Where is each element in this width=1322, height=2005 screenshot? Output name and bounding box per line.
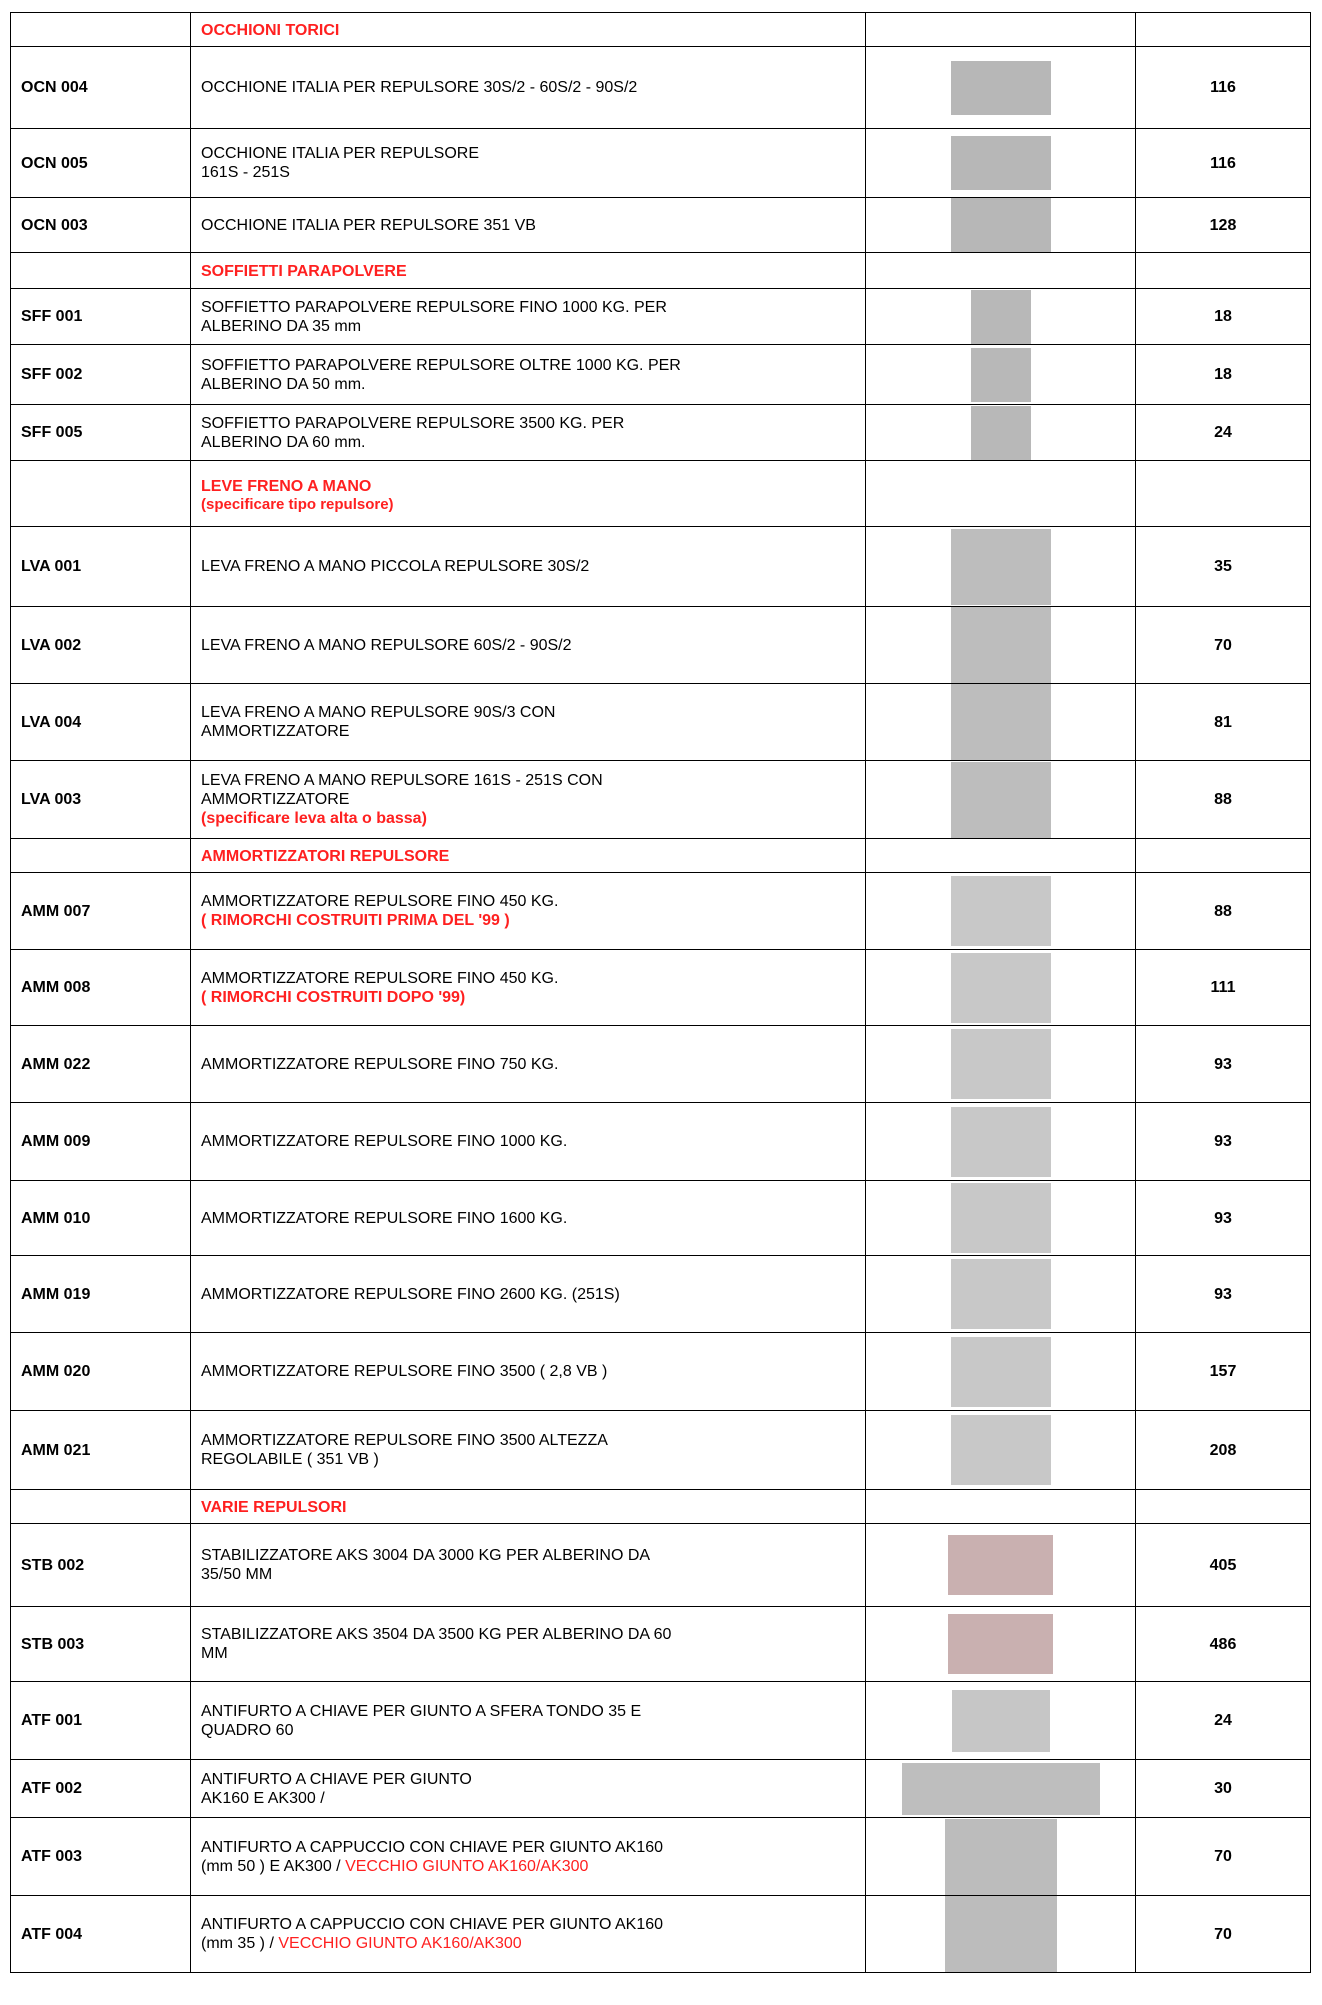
- description-text: STABILIZZATORE AKS 3004 DA 3000 KG PER ALBERINO DA: [201, 1547, 651, 1564]
- towing-eye-photo: [951, 136, 1051, 190]
- product-description: [191, 405, 866, 461]
- section-title: AMMORTIZZATORI REPULSORE: [201, 848, 450, 865]
- description-text: ALBERINO DA 50 mm.: [201, 375, 366, 393]
- description-red-note: VECCHIO GIUNTO AK160/AK300: [345, 1857, 589, 1875]
- product-photo-cell: [866, 1333, 1136, 1411]
- product-description: [191, 1333, 866, 1411]
- key-lock-photo: [952, 1690, 1050, 1752]
- product-description: [191, 1026, 866, 1103]
- description-line: [201, 414, 855, 433]
- product-row: [11, 345, 1311, 405]
- product-price: 70: [1136, 607, 1311, 684]
- section-title: OCCHIONI TORICI: [201, 22, 340, 39]
- product-description: [191, 1524, 866, 1607]
- description-line: [201, 144, 855, 163]
- padlock-bar-photo: [902, 1763, 1100, 1815]
- hitch-cap-lock-photo: [945, 1896, 1057, 1972]
- description-text: AK160 E AK300 /: [201, 1789, 325, 1807]
- description-text: AMMORTIZZATORE REPULSORE FINO 3500 ( 2,8 VB ): [201, 1363, 608, 1380]
- product-photo-cell: [866, 1411, 1136, 1490]
- product-description: [191, 289, 866, 345]
- product-code: SFF 002: [11, 345, 191, 405]
- description-line: [201, 1055, 855, 1074]
- product-description: [191, 1818, 866, 1896]
- handbrake-lever-photo: [951, 607, 1051, 683]
- product-code: LVA 004: [11, 684, 191, 761]
- description-text: AMMORTIZZATORE REPULSORE FINO 450 KG.: [201, 969, 559, 987]
- product-price: 208: [1136, 1411, 1311, 1490]
- product-code: SFF 001: [11, 289, 191, 345]
- product-row: [11, 289, 1311, 345]
- product-code: SFF 005: [11, 405, 191, 461]
- damper-photo: [951, 1337, 1051, 1407]
- description-red-note: VECCHIO GIUNTO AK160/AK300: [278, 1935, 522, 1952]
- description-line: [201, 317, 855, 336]
- description-line: [201, 1838, 855, 1857]
- description-line: [201, 1209, 855, 1228]
- damper-photo: [951, 1259, 1051, 1329]
- description-note: ( RIMORCHI COSTRUITI PRIMA DEL '99 ): [201, 912, 510, 929]
- description-line: [201, 375, 855, 394]
- dust-bellows-photo: [971, 348, 1031, 402]
- description-line: [201, 703, 855, 722]
- section-title-cell: [191, 13, 866, 47]
- product-row: [11, 527, 1311, 607]
- product-row: [11, 405, 1311, 461]
- product-photo-cell: [866, 345, 1136, 405]
- product-photo-cell: [866, 1760, 1136, 1818]
- description-line: [201, 1770, 855, 1789]
- hitch-cap-lock-photo: [945, 1819, 1057, 1895]
- product-price: 157: [1136, 1333, 1311, 1411]
- description-line: [201, 557, 855, 576]
- description-line: [201, 1789, 855, 1808]
- product-code: AMM 019: [11, 1256, 191, 1333]
- section-title-cell: [191, 253, 866, 289]
- product-code: AMM 009: [11, 1103, 191, 1181]
- product-price: 18: [1136, 345, 1311, 405]
- product-photo-cell: [866, 1181, 1136, 1256]
- product-code: AMM 022: [11, 1026, 191, 1103]
- description-line: [201, 1285, 855, 1304]
- product-code: AMM 020: [11, 1333, 191, 1411]
- section-header-row: [11, 253, 1311, 289]
- product-description: [191, 1760, 866, 1818]
- product-code: OCN 003: [11, 198, 191, 253]
- product-row: [11, 1682, 1311, 1760]
- product-row: [11, 873, 1311, 950]
- description-text: LEVA FRENO A MANO REPULSORE 60S/2 - 90S/2: [201, 636, 572, 654]
- product-row: [11, 1026, 1311, 1103]
- product-price: 128: [1136, 198, 1311, 253]
- description-line: [201, 1644, 855, 1663]
- product-description: [191, 1411, 866, 1490]
- product-code: AMM 021: [11, 1411, 191, 1490]
- empty-cell: [1136, 1490, 1311, 1524]
- empty-cell: [11, 13, 191, 47]
- product-price: 486: [1136, 1607, 1311, 1682]
- description-line: [201, 1565, 855, 1584]
- dust-bellows-photo: [971, 290, 1031, 344]
- product-row: [11, 1607, 1311, 1682]
- description-line: [201, 1721, 855, 1740]
- product-photo-cell: [866, 1103, 1136, 1181]
- description-text: ALBERINO DA 35 mm: [201, 317, 362, 335]
- section-header-row: [11, 839, 1311, 873]
- product-row: [11, 1818, 1311, 1896]
- product-photo-cell: [866, 198, 1136, 253]
- stabilizer-photo: [948, 1614, 1053, 1674]
- description-note: (specificare leva alta o bassa): [201, 810, 427, 827]
- product-description: [191, 1256, 866, 1333]
- product-row: [11, 950, 1311, 1026]
- empty-cell: [866, 13, 1136, 47]
- product-description: [191, 607, 866, 684]
- product-row: [11, 684, 1311, 761]
- empty-cell: [866, 839, 1136, 873]
- section-header-row: [11, 461, 1311, 527]
- description-text: AMMORTIZZATORE: [201, 791, 350, 808]
- description-line: [201, 790, 855, 809]
- product-photo-cell: [866, 289, 1136, 345]
- description-line: [201, 216, 855, 235]
- section-header-row: [11, 1490, 1311, 1524]
- product-price: 24: [1136, 405, 1311, 461]
- product-code: LVA 003: [11, 761, 191, 839]
- description-text: AMMORTIZZATORE REPULSORE FINO 1000 KG.: [201, 1133, 568, 1150]
- description-line: [201, 771, 855, 790]
- product-price: 18: [1136, 289, 1311, 345]
- empty-cell: [1136, 461, 1311, 527]
- towing-eye-photo: [951, 198, 1051, 252]
- stabilizer-photo: [948, 1535, 1053, 1595]
- product-description: [191, 527, 866, 607]
- description-note: ( RIMORCHI COSTRUITI DOPO '99): [201, 988, 466, 1006]
- product-row: [11, 1103, 1311, 1181]
- product-price: 24: [1136, 1682, 1311, 1760]
- description-line: [201, 1431, 855, 1450]
- description-text: LEVA FRENO A MANO REPULSORE 90S/3 CON: [201, 704, 556, 721]
- product-description: [191, 345, 866, 405]
- handbrake-lever-photo: [951, 684, 1051, 760]
- description-text: SOFFIETTO PARAPOLVERE REPULSORE OLTRE 1000 KG. PER: [201, 356, 681, 374]
- damper-photo: [951, 1029, 1051, 1099]
- product-code: AMM 010: [11, 1181, 191, 1256]
- product-photo-cell: [866, 47, 1136, 129]
- product-description: [191, 950, 866, 1026]
- section-title: SOFFIETTI PARAPOLVERE: [201, 263, 407, 280]
- description-line: [201, 78, 855, 97]
- product-photo-cell: [866, 129, 1136, 198]
- empty-cell: [1136, 839, 1311, 873]
- product-description: [191, 1181, 866, 1256]
- description-line: [201, 1934, 855, 1953]
- product-row: [11, 1411, 1311, 1490]
- product-code: ATF 002: [11, 1760, 191, 1818]
- product-photo-cell: [866, 761, 1136, 839]
- description-line: [201, 1362, 855, 1381]
- section-title-cell: [191, 461, 866, 527]
- product-price: 93: [1136, 1103, 1311, 1181]
- product-description: [191, 129, 866, 198]
- product-photo-cell: [866, 607, 1136, 684]
- description-text: AMMORTIZZATORE REPULSORE FINO 3500 ALTEZZA: [201, 1432, 608, 1449]
- empty-cell: [866, 253, 1136, 289]
- product-code: LVA 002: [11, 607, 191, 684]
- product-price: 93: [1136, 1026, 1311, 1103]
- product-code: ATF 001: [11, 1682, 191, 1760]
- product-photo-cell: [866, 1524, 1136, 1607]
- damper-photo: [951, 1183, 1051, 1253]
- product-description: [191, 684, 866, 761]
- description-text: OCCHIONE ITALIA PER REPULSORE 30S/2 - 60S/2 - 90S/2: [201, 79, 638, 96]
- product-description: [191, 47, 866, 129]
- empty-cell: [866, 1490, 1136, 1524]
- description-line: [201, 1625, 855, 1644]
- product-description: [191, 873, 866, 950]
- product-price: 70: [1136, 1896, 1311, 1973]
- product-row: [11, 1181, 1311, 1256]
- product-price: 30: [1136, 1760, 1311, 1818]
- product-photo-cell: [866, 1256, 1136, 1333]
- description-text: 161S - 251S: [201, 164, 290, 181]
- price-list-table: [10, 12, 1311, 1973]
- description-text: OCCHIONE ITALIA PER REPULSORE: [201, 145, 479, 162]
- product-code: OCN 004: [11, 47, 191, 129]
- product-photo-cell: [866, 873, 1136, 950]
- description-text: QUADRO 60: [201, 1721, 294, 1739]
- empty-cell: [866, 461, 1136, 527]
- product-price: 35: [1136, 527, 1311, 607]
- product-price: 81: [1136, 684, 1311, 761]
- product-row: [11, 1524, 1311, 1607]
- product-row: [11, 1896, 1311, 1973]
- description-text: AMMORTIZZATORE REPULSORE FINO 2600 KG. (251S): [201, 1285, 620, 1303]
- description-text: ANTIFURTO A CAPPUCCIO CON CHIAVE PER GIUNTO AK160: [201, 1838, 664, 1856]
- description-text: (mm 50 ) E AK300 /: [201, 1857, 346, 1875]
- product-row: [11, 607, 1311, 684]
- product-photo-cell: [866, 1607, 1136, 1682]
- product-photo-cell: [866, 1818, 1136, 1896]
- product-row: [11, 1256, 1311, 1333]
- product-price: 111: [1136, 950, 1311, 1026]
- description-line: [201, 1915, 855, 1934]
- description-line: [201, 1702, 855, 1721]
- description-line: [201, 1132, 855, 1151]
- product-price: 88: [1136, 873, 1311, 950]
- product-code: LVA 001: [11, 527, 191, 607]
- description-line: [201, 969, 855, 988]
- description-text: ALBERINO DA 60 mm.: [201, 433, 366, 451]
- product-row: [11, 1760, 1311, 1818]
- description-line: [201, 1857, 855, 1876]
- product-code: OCN 005: [11, 129, 191, 198]
- description-line: [201, 636, 855, 655]
- empty-cell: [11, 1490, 191, 1524]
- damper-photo: [951, 1415, 1051, 1485]
- product-photo-cell: [866, 1026, 1136, 1103]
- damper-photo: [951, 876, 1051, 946]
- towing-eye-photo: [951, 61, 1051, 115]
- description-text: ANTIFURTO A CHIAVE PER GIUNTO: [201, 1770, 472, 1788]
- section-header-row: [11, 13, 1311, 47]
- product-code: ATF 004: [11, 1896, 191, 1973]
- description-text: AMMORTIZZATORE REPULSORE FINO 750 KG.: [201, 1055, 559, 1073]
- description-line: [201, 298, 855, 317]
- description-line: [201, 356, 855, 375]
- product-price: 88: [1136, 761, 1311, 839]
- empty-cell: [1136, 13, 1311, 47]
- product-description: [191, 1682, 866, 1760]
- empty-cell: [11, 461, 191, 527]
- handbrake-lever-photo: [951, 762, 1051, 838]
- description-text: STABILIZZATORE AKS 3504 DA 3500 KG PER ALBERINO DA 60: [201, 1626, 672, 1643]
- description-line: [201, 163, 855, 182]
- product-photo-cell: [866, 1682, 1136, 1760]
- description-text: LEVA FRENO A MANO REPULSORE 161S - 251S CON: [201, 772, 603, 789]
- product-description: [191, 198, 866, 253]
- section-title-cell: [191, 1490, 866, 1524]
- product-row: [11, 1333, 1311, 1411]
- product-description: [191, 1103, 866, 1181]
- product-description: [191, 1896, 866, 1973]
- damper-photo: [951, 1107, 1051, 1177]
- description-text: AMMORTIZZATORE: [201, 723, 350, 740]
- description-text: LEVA FRENO A MANO PICCOLA REPULSORE 30S/2: [201, 558, 590, 575]
- product-price: 93: [1136, 1181, 1311, 1256]
- product-photo-cell: [866, 1896, 1136, 1973]
- product-description: [191, 1607, 866, 1682]
- description-text: AMMORTIZZATORE REPULSORE FINO 1600 KG.: [201, 1209, 568, 1227]
- description-text: REGOLABILE ( 351 VB ): [201, 1451, 379, 1468]
- description-text: ANTIFURTO A CHIAVE PER GIUNTO A SFERA TONDO 35 E: [201, 1702, 642, 1720]
- description-text: ANTIFURTO A CAPPUCCIO CON CHIAVE PER GIUNTO AK160: [201, 1916, 664, 1933]
- product-price: 116: [1136, 129, 1311, 198]
- product-code: STB 003: [11, 1607, 191, 1682]
- description-text: 35/50 MM: [201, 1566, 273, 1583]
- description-line: [201, 1450, 855, 1469]
- product-code: ATF 003: [11, 1818, 191, 1896]
- product-row: [11, 761, 1311, 839]
- product-description: [191, 761, 866, 839]
- product-price: 116: [1136, 47, 1311, 129]
- section-subtitle: (specificare tipo repulsore): [201, 495, 394, 513]
- description-text: AMMORTIZZATORE REPULSORE FINO 450 KG.: [201, 893, 559, 910]
- description-line: [201, 1546, 855, 1565]
- description-text: OCCHIONE ITALIA PER REPULSORE 351 VB: [201, 216, 536, 234]
- empty-cell: [1136, 253, 1311, 289]
- product-photo-cell: [866, 405, 1136, 461]
- product-code: STB 002: [11, 1524, 191, 1607]
- description-text: SOFFIETTO PARAPOLVERE REPULSORE 3500 KG. PER: [201, 414, 625, 432]
- product-code: AMM 007: [11, 873, 191, 950]
- damper-photo: [951, 953, 1051, 1023]
- product-photo-cell: [866, 950, 1136, 1026]
- empty-cell: [11, 253, 191, 289]
- description-text: MM: [201, 1645, 228, 1662]
- product-photo-cell: [866, 527, 1136, 607]
- section-title-cell: [191, 839, 866, 873]
- product-photo-cell: [866, 684, 1136, 761]
- description-line: [201, 892, 855, 911]
- product-price: 70: [1136, 1818, 1311, 1896]
- description-text: (mm 35 ) /: [201, 1935, 279, 1952]
- section-title: VARIE REPULSORI: [201, 1499, 347, 1516]
- product-row: [11, 47, 1311, 129]
- empty-cell: [11, 839, 191, 873]
- description-line: [201, 722, 855, 741]
- description-text: SOFFIETTO PARAPOLVERE REPULSORE FINO 1000 KG. PER: [201, 298, 667, 316]
- product-row: [11, 198, 1311, 253]
- product-price: 405: [1136, 1524, 1311, 1607]
- section-title: LEVE FRENO A MANO: [201, 477, 372, 495]
- product-price: 93: [1136, 1256, 1311, 1333]
- product-code: AMM 008: [11, 950, 191, 1026]
- handbrake-lever-photo: [951, 529, 1051, 605]
- product-row: [11, 129, 1311, 198]
- description-line: [201, 433, 855, 452]
- dust-bellows-photo: [971, 406, 1031, 460]
